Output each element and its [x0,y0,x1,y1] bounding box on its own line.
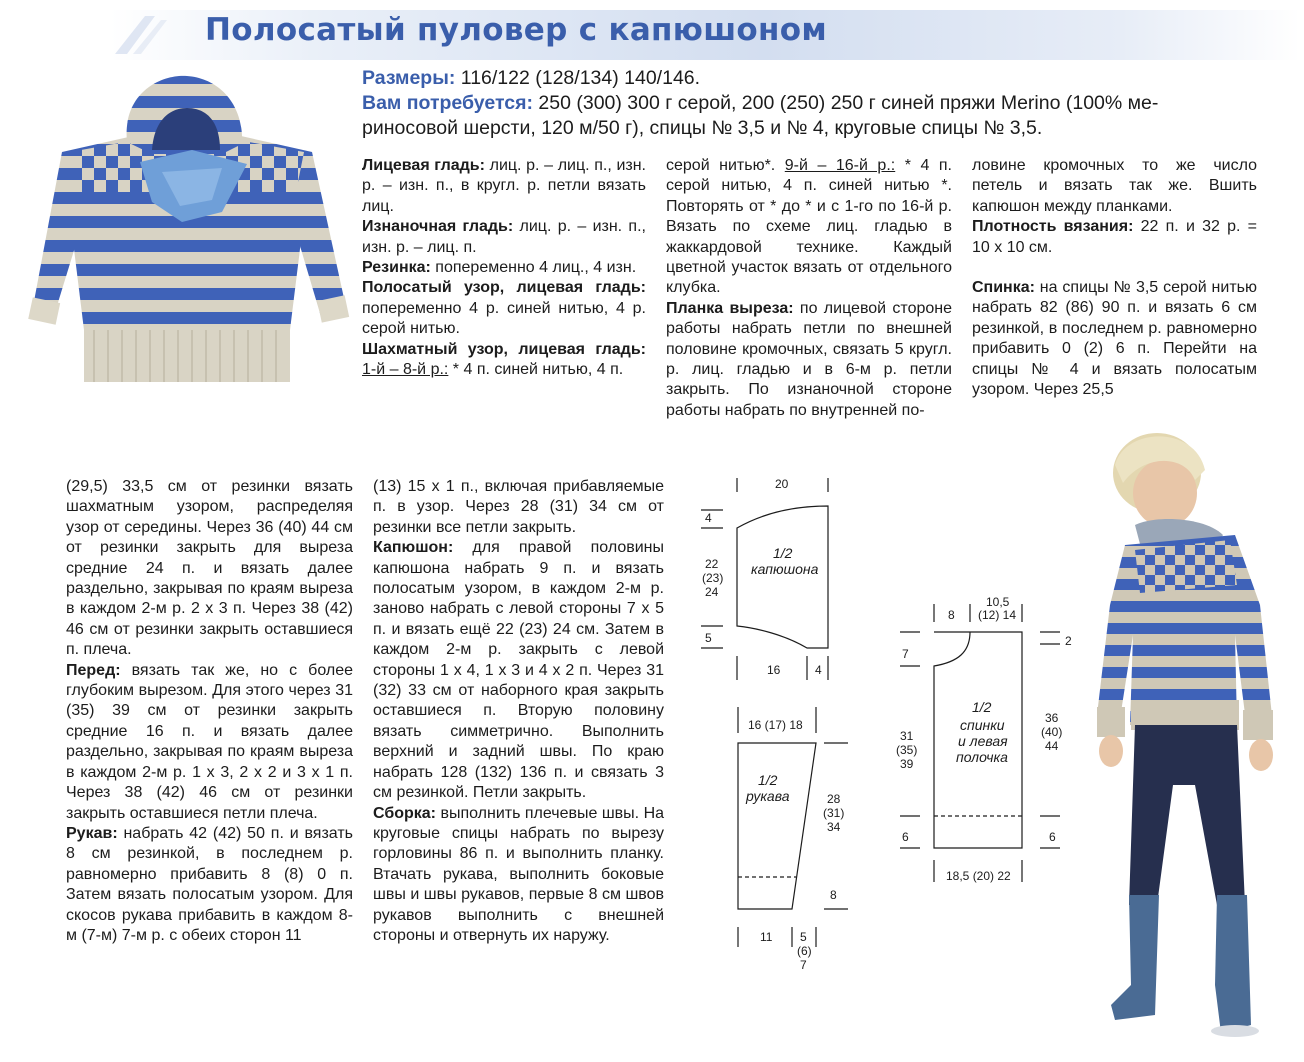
neck-band-paragraph: Планка выреза: по лицевой стороне работы набрать петли по внешней половине кромочных, связать 5 кругл. р. лиц. гладью и в 6-м р. петли закрыть. По изнаночной стороне работы набрать по внутренней по- [666,299,952,419]
hood-assembly-column [373,477,664,946]
sleeve-length-label-c: 34 [827,820,841,834]
purl-stitch-paragraph: Изнаночная гладь: лиц. р. – изн. п., изн. р. – лиц. п. [362,218,646,256]
sleeve-bottom-label: 11 [760,930,773,944]
hood-diagram [695,470,845,685]
hood-piece-fraction: 1/2 [773,545,793,561]
hood-bottom-right-label: 4 [815,663,822,677]
body-front-length-label-b: (35) [896,743,918,757]
hood-left-top-label: 4 [705,511,712,525]
body-piece-name: спинки [960,717,1005,733]
pattern-column [666,156,952,421]
sleeve-piece-name: рукава [746,788,790,804]
hood-height-label-b: (23) [702,571,724,585]
sleeve-bottom-right-label-b: (6) [797,944,812,958]
sleeve-bottom-right-label: 5 [800,930,807,944]
sleeve-piece-fraction: 1/2 [758,772,778,788]
sleeve-continued: (13) 15 x 1 п., включая прибавляемые п. в узор. Через 28 (31) 34 см от резинки все петли закрыть. [373,478,664,536]
body-rib-right-label: 6 [1049,830,1056,844]
face-stitch-paragraph: Лицевая гладь: лиц. р. – лиц. п., изн. р. – изн. п., в кругл. р. петли вязать лиц. [362,157,647,215]
front-paragraph: Перед: вязать так же, но с более глубоким вырезом. Для этого через 31 (35) 39 см от резинки закрыть средние 16 п. и вязать далее раздельно, закрывая по краям выреза в каждом 2-м р. 1 x 3, 2 x 2 и 3 x 1 п. Через 38 (42) 46 см от резинки закрыть оставшиеся петли плеча. [66,661,353,822]
hood-paragraph: Капюшон: для правой половины капюшона набрать 9 п. и вязать полосатым узором, в каждом 2-м р. заново набрать с левой стороны 7 x 5 п. и вязать ещё 22 (23) 24 см. Затем в каждом 2-м р. закрыть с левой стороны 1 x 4, 1 x 3 и 4 x 2 п. Через 31 (32) 33 см от наборного края закрыть оставшиеся п. Вторую половину вязать симметрично. Выполнить верхний и задний швы. По краю набрать 128 (132) 136 п. и связать 3 см резинкой. Петли закрыть. [373,539,664,802]
sleeve-top-label: 16 (17) 18 [748,718,803,732]
sleeve-length-label-b: (31) [823,806,845,820]
body-diagram [890,590,1080,890]
body-front-length-label: 31 [900,729,914,743]
gauge-paragraph: Плотность вязания: 22 п. и 32 р. = 10 x 10 см. [972,218,1258,256]
hood-height-label: 22 [705,557,719,571]
body-left-top-label: 7 [902,647,909,661]
body-front-length-label-c: 39 [900,757,914,771]
stripe-pattern-paragraph: Полосатый узор, лицевая гладь: попеременно 4 р. синей нитью, 4 р. серой нитью. [362,279,646,338]
neck-band-continued: ловине кромочных то же число петель и вязать так же. Вшить капюшон между планками. [972,157,1257,215]
techniques-column [362,156,646,380]
page-title: Полосатый пуловер с капюшоном [205,12,827,48]
body-piece-name-b: и левая [958,733,1008,749]
materials-line-1: Вам потребуется: 250 (300) 300 г серой, 200 (250) 250 г синей пряжи Merino (100% ме- [362,92,1159,114]
body-back-length-label: 36 [1045,711,1059,725]
back-continued: (29,5) 33,5 см от резинки вязать шахматным узором, распределяя узор от середины. Через 36 (40) 44 см от резинки закрыть для выреза средние 24 п. и вязать далее раздельно, закрывая по краям выреза в каждом 2-м р. 2 x 3 п. Через 38 (42) 46 см от резинки закрыть оставшиеся п. плеча. [66,478,353,659]
gauge-column [972,156,1257,400]
check-pattern-paragraph: Шахматный узор, лицевая гладь: 1-й – 8-й р.: * 4 п. синей нитью, 4 п. [362,340,646,379]
body-back-length-label-c: 44 [1045,739,1059,753]
sleeve-paragraph: Рукав: набрать 42 (42) 50 п. и вязать 8 см резинкой, в последнем р. равномерно прибавить 8 (8) 0 п. Затем вязать полосатым узором. Для скосов рукава прибавить в каждом 8-м (7-м) 7-м р. с обеих сторон 11 [66,824,353,944]
front-sleeve-column [66,477,353,946]
sleeve-cuff-label: 8 [830,888,837,902]
hood-left-bottom-label: 5 [705,631,712,645]
materials-line-2: риносовой шерсти, 120 м/50 г), спицы № 3,5 и № 4, круговые спицы № 3,5. [362,117,1043,139]
sweater-photo [22,72,352,404]
body-neck-label: 10,5 [986,595,1010,609]
assembly-paragraph: Сборка: выполнить плечевые швы. На круговые спицы набрать по вырезу горловины 86 п. и выполнить планку. Втачать рукава, выполнить боковые швы и швы рукавов, первые 8 см швов рукавов выполнить с внешней стороны и отвернуть их наружу. [373,804,665,944]
sleeve-bottom-right-label-c: 7 [800,958,807,972]
body-piece-name-c: полочка [956,749,1008,765]
hood-height-label-c: 24 [705,585,719,599]
body-piece-fraction: 1/2 [972,699,992,715]
hood-piece-name: капюшона [751,561,819,577]
check-pattern-continued: серой нитью*. 9-й – 16-й р.: * 4 п. серой нитью, 4 п. синей нитью *. Повторять от * до * и с 1-го по 16-й р. Вязать по схеме лиц. гладью в жаккардовой технике. Каждый цветной участок вязать от отдельного клубка. [666,157,952,297]
sizes-line: Размеры: 116/122 (128/134) 140/146. [362,67,701,89]
hood-bottom-label: 16 [767,663,781,677]
hood-width-label: 20 [775,477,789,491]
body-right-top-label: 2 [1065,634,1072,648]
boy-photo [1095,425,1295,1040]
body-width-label: 18,5 (20) 22 [946,869,1011,883]
body-shoulder-label: 8 [948,608,955,622]
sleeve-diagram [730,705,860,975]
body-back-length-label-b: (40) [1041,725,1063,739]
back-paragraph: Спинка: на спицы № 3,5 серой нитью набрать 82 (86) 90 п. и вязать 6 см резинкой, в последнем р. равномерно прибавить 0 (2) 6 п. Перейти на спицы № 4 и вязать полосатым узором. Через 25,5 [972,279,1257,399]
body-rib-left-label: 6 [902,830,909,844]
body-neck-label-b: (12) 14 [978,608,1017,622]
sleeve-length-label: 28 [827,792,841,806]
rib-paragraph: Резинка: попеременно 4 лиц., 4 изн. [362,259,637,277]
